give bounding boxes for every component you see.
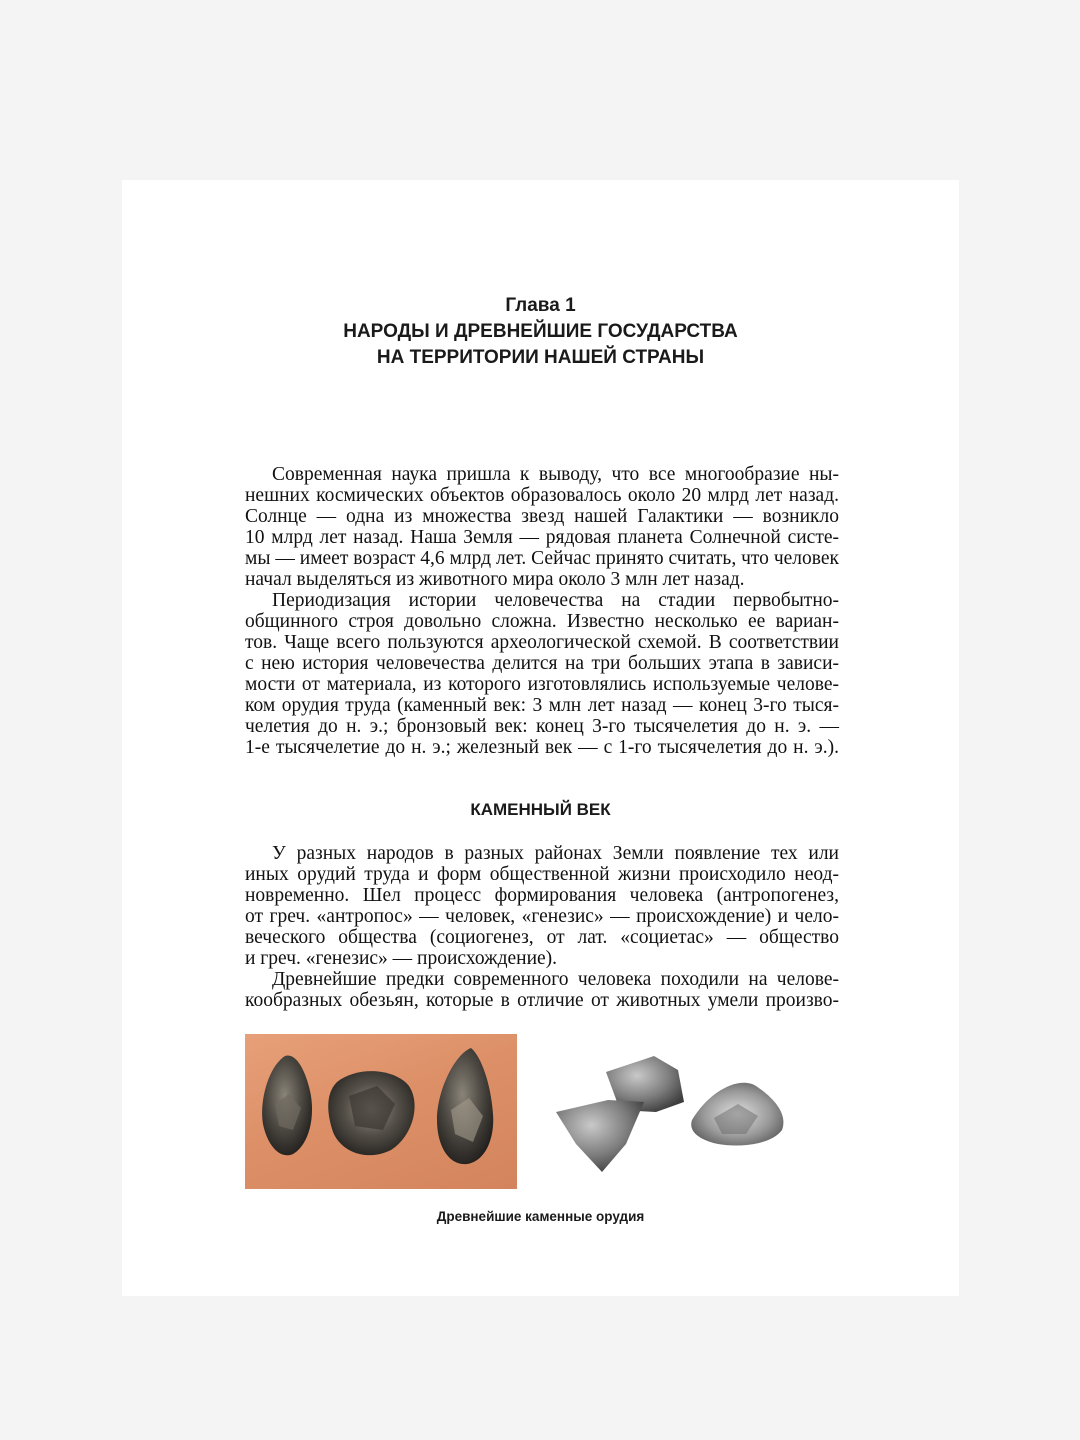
text-line: от греч. «антропос» — человек, «генезис» — происхождение) и чело- [245,906,839,927]
chapter-title-line: НА ТЕРРИТОРИИ НАШЕЙ СТРАНЫ [376,347,705,368]
text-line: Периодизация истории человечества на стадии первобытно- [272,590,839,611]
text-line: 1-е тысячелетие до н. э.; железный век — с 1-го тысячелетия до н. э.). [245,737,839,758]
text-line: челетия до н. э.; бронзовый век: конец 3-го тысячелетия до н. э. — [245,716,839,737]
text-line: нешних космических объектов образовалось около 20 млрд лет назад. [245,485,839,506]
text-line: Современная наука пришла к выводу, что все многообразие ны- [272,464,839,485]
text-line: тов. Чаще всего пользуются археологической схемой. В соответствии [245,632,839,653]
text-line: с нею история человечества делится на три больших этапа в зависи- [245,653,839,674]
text-line: 10 млрд лет назад. Наша Земля — рядовая планета Солнечной систе- [245,527,839,548]
text-line: и греч. «генезис» — происхождение). [245,948,558,969]
book-page [122,180,959,1296]
text-line: ком орудия труда (каменный век: 3 млн лет назад — конец 3-го тыся- [245,695,839,716]
section-title: КАМЕННЫЙ ВЕК [470,800,611,819]
text-line: иных орудий труда и форм общественной жизни происходило неод- [245,864,839,885]
stone-tools-bw-figure [552,1040,832,1195]
text-line: Солнце — одна из множества звезд нашей Галактики — возникло [245,506,839,527]
text-line: Древнейшие предки современного человека походили на челове- [272,969,839,990]
text-line: новременно. Шел процесс формирования человека (антропогенез, [245,885,839,906]
stone-tools-photo [245,1034,517,1189]
figure-caption: Древнейшие каменные орудия [436,1209,645,1224]
chapter-label: Глава 1 [505,295,576,316]
chapter-title [122,319,959,371]
stone-tools-illustration [245,1034,517,1189]
text-line: кообразных обезьян, которые в отличие от животных умели произво- [245,990,839,1011]
text-line: общинного строя довольно сложна. Известно несколько ее вариан- [245,611,839,632]
text-line: У разных народов в разных районах Земли появление тех или [272,843,839,864]
text-line: мы — имеет возраст 4,6 млрд лет. Сейчас принято считать, что человек [245,548,839,569]
text-line: начал выделяться из животного мира около 3 млн лет назад. [245,569,745,590]
text-line: веческого общества (социогенез, от лат. «социетас» — общество [245,927,839,948]
stone-tools-bw-illustration [552,1040,832,1195]
chapter-title-line: НАРОДЫ И ДРЕВНЕЙШИЕ ГОСУДАРСТВА [343,321,738,342]
text-line: мости от материала, из которого изготовлялись используемые челове- [245,674,839,695]
